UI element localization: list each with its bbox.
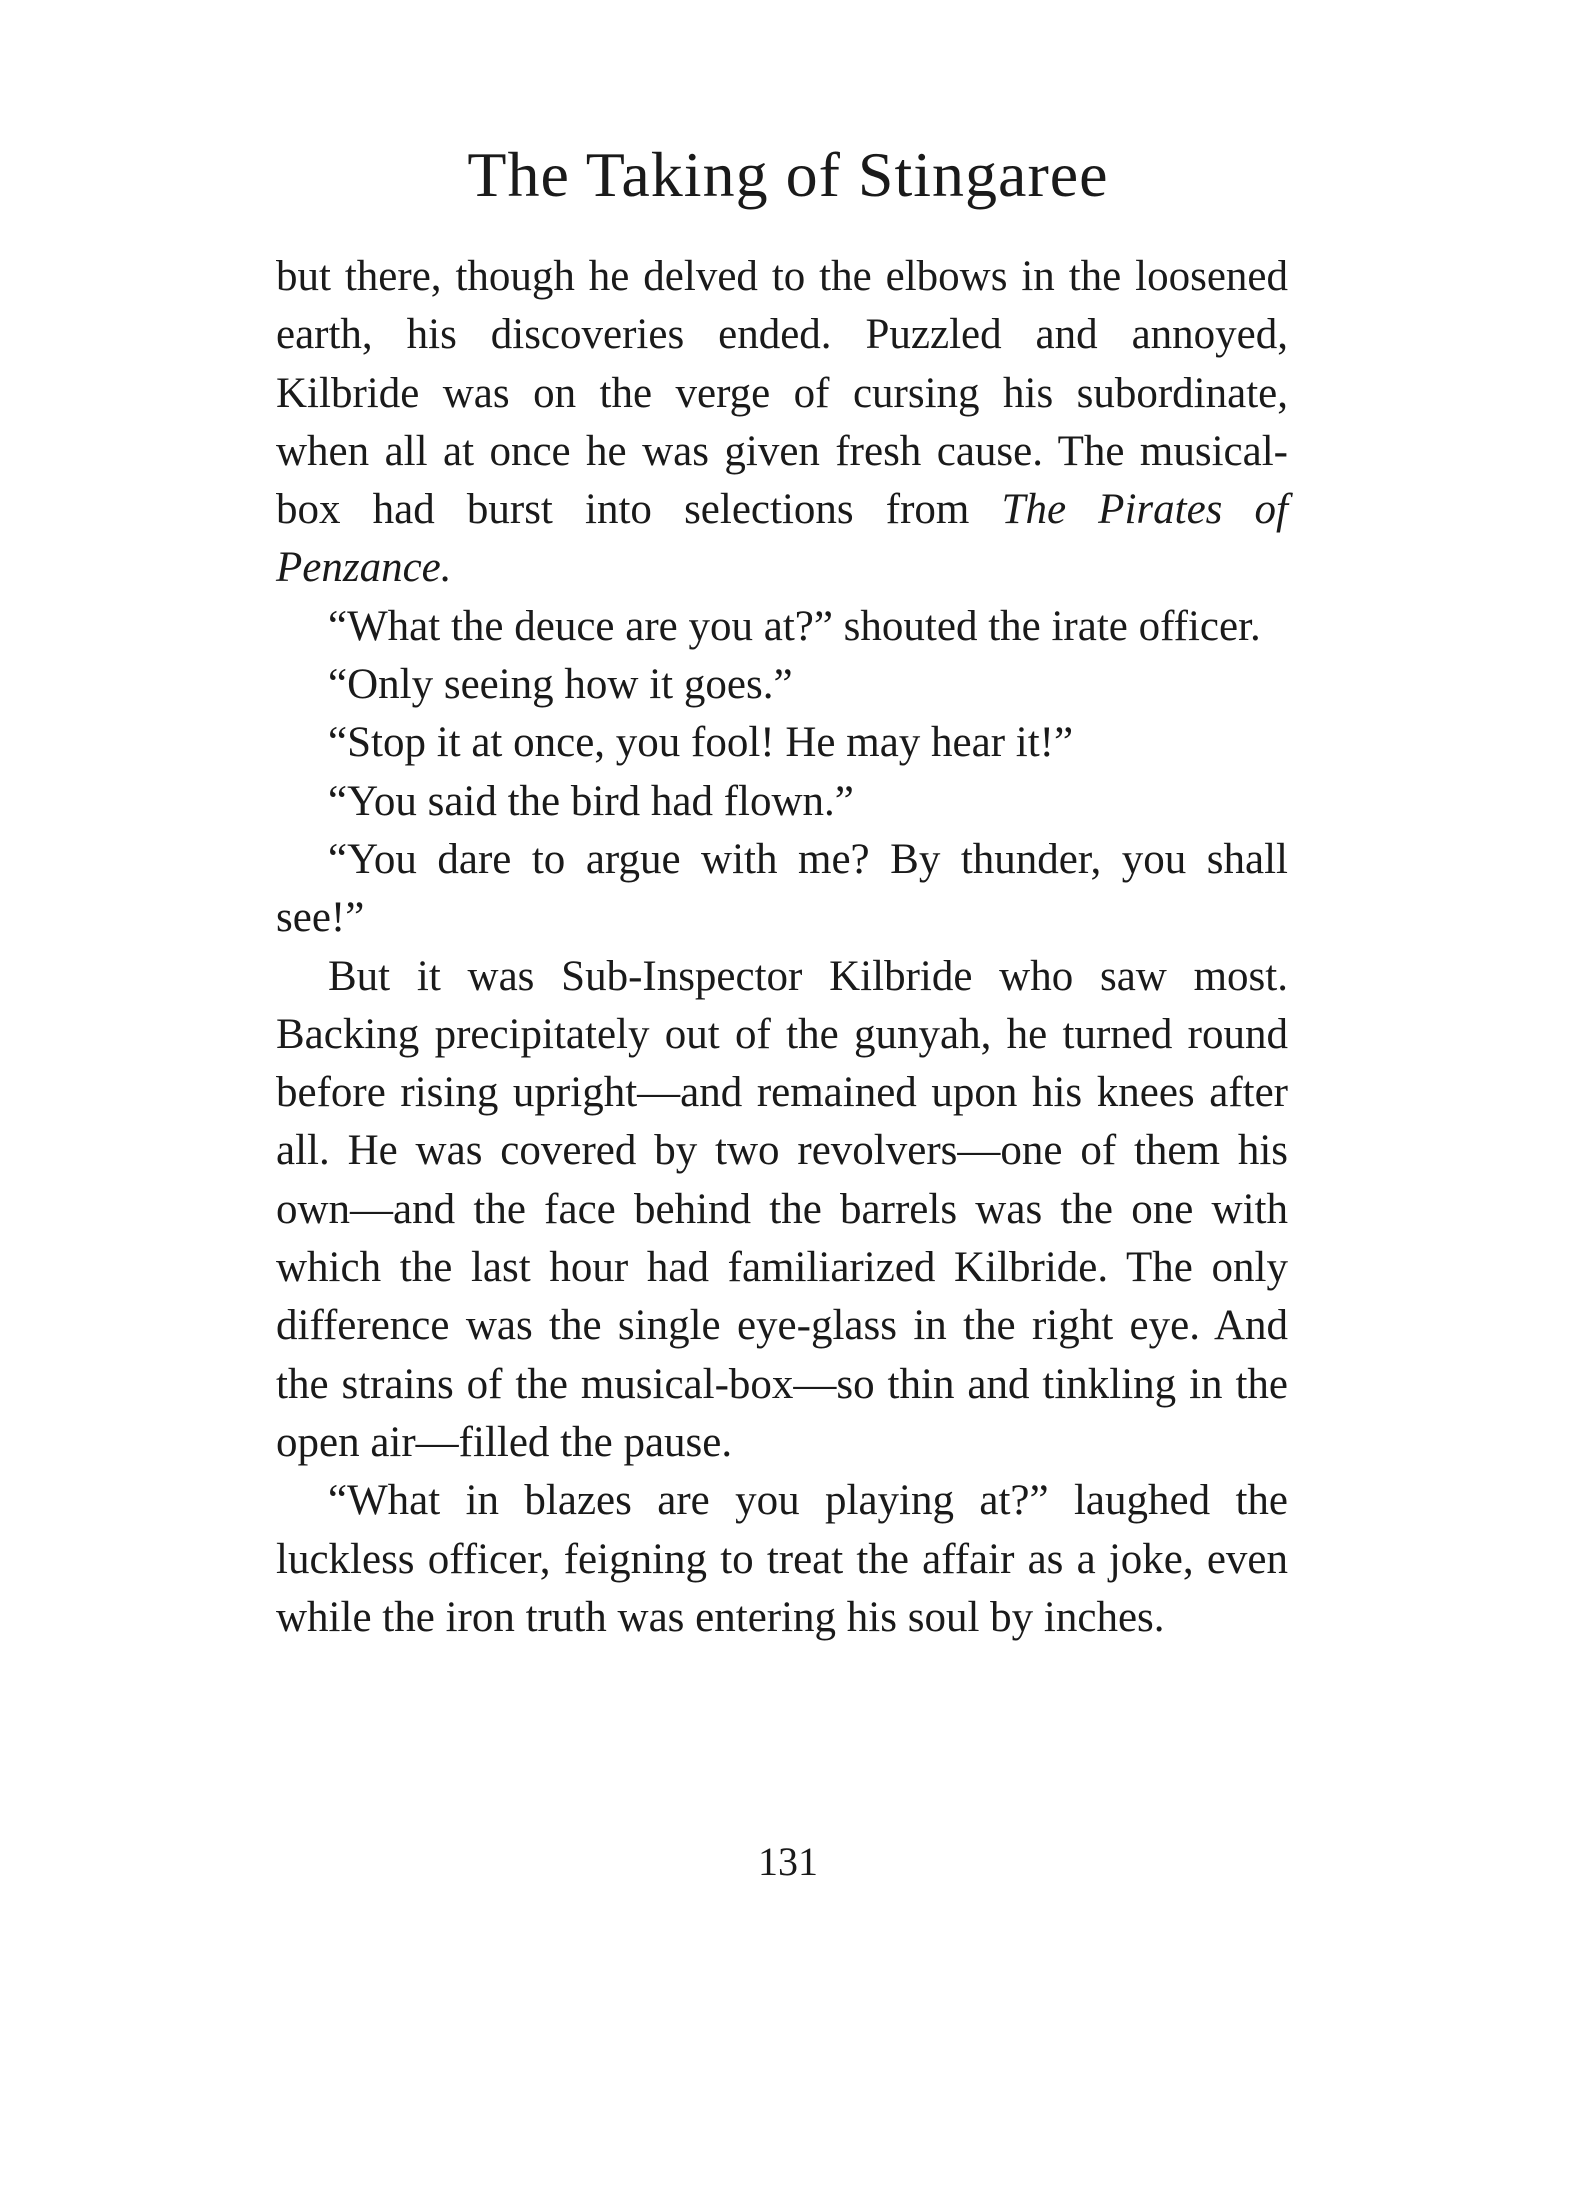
paragraph-2: “What the deuce are you at?” shouted the irate officer.: [328, 602, 1261, 650]
paragraph-1-text: but there, though he delved to the elbows in the loosened earth, his discoveries ended. Puzzled and annoyed, Kilbride was on the verge of cursing his subordinate, when all at once he was given fresh cause. The musical-box had burst into selections from: [276, 253, 1288, 534]
body-text: [276, 248, 1288, 1647]
paragraph-1: [276, 248, 1288, 598]
paragraph-4: “Stop it at once, you fool! He may hear it!”: [328, 719, 1074, 767]
paragraph-3: “Only seeing how it goes.”: [328, 661, 793, 709]
page-number: 131: [758, 1839, 818, 1884]
paragraph-5: “You said the bird had flown.”: [328, 777, 854, 825]
paragraph-7: But it was Sub-Inspector Kilbride who saw most. Backing precipitately out of the gunyah, he turned round before rising upright—and remained upon his knees after all. He was covered by two revolvers—one of them his own—and the face behind the barrels was the one with which the last hour had familiarized Kilbride. The only difference was the single eye-glass in the right eye. And the strains of the musical-box—so thin and tinkling in the open air—filled the pause.: [276, 952, 1288, 1466]
book-title-italic: The Pirates of Penzance.: [276, 486, 1288, 592]
paragraph-8: “What in blazes are you playing at?” laughed the luckless officer, feigning to treat the affair as a joke, even while the iron truth was entering his soul by inches.: [276, 1477, 1288, 1641]
running-head: The Taking of Stingaree: [467, 139, 1109, 210]
paragraph-6: “You dare to argue with me? By thunder, you shall see!”: [276, 835, 1288, 942]
